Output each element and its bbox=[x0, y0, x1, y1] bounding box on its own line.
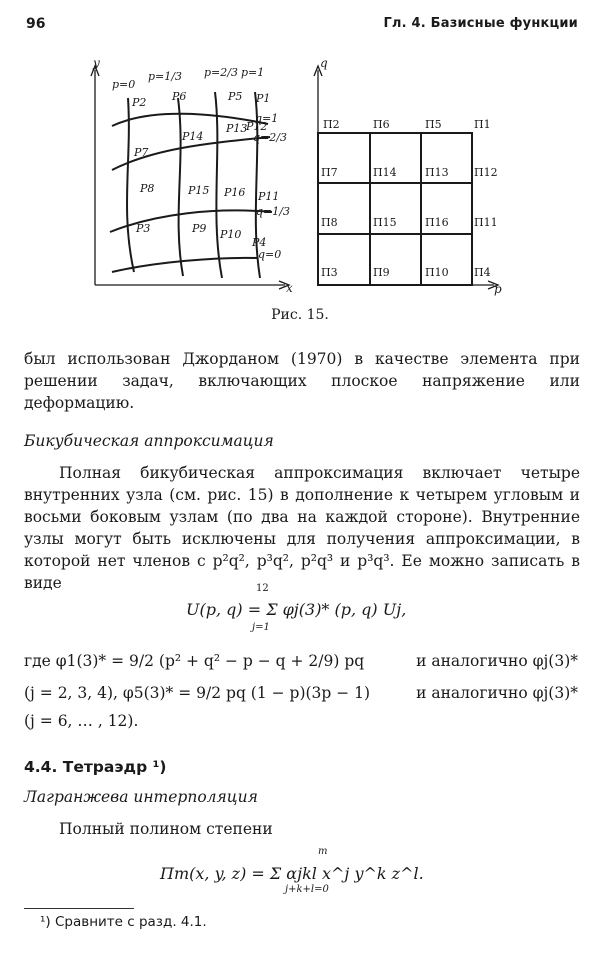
node-P12: P12 bbox=[246, 120, 268, 133]
node-Pi14: П14 bbox=[373, 166, 397, 179]
node-P3: P3 bbox=[136, 222, 151, 235]
node-Pi1: П1 bbox=[474, 118, 491, 131]
node-P13: P13 bbox=[226, 122, 248, 135]
paragraph-2: Полная бикубическая аппроксимация включает четыре внутренних узла (см. рис. 15) в дополнение к четырем угловым и восьми боковым узлам (по два на каждой стороне). Внутренние узлы могут быть исключены для получения аппроксимации, в которой нет членов с p²q², p³q², p²q³ и p³q³. Ее можно записать в виде bbox=[24, 464, 580, 592]
section-heading-4-4: 4.4. Тетраэдр ¹) bbox=[24, 758, 167, 776]
formula-1: U(p, q) = Σ φj(3)* (p, q) Uj, bbox=[186, 600, 407, 619]
right-axes bbox=[314, 66, 498, 289]
node-Pi7: П7 bbox=[321, 166, 338, 179]
paragraph-1: был использован Джорданом (1970) в качестве элемента при решении задач, включающих плоское напряжение или деформацию. bbox=[24, 350, 580, 412]
q-label-0: q=1 bbox=[255, 112, 279, 125]
node-P15: P15 bbox=[188, 184, 210, 197]
formula-2: Πm(x, y, z) = Σ αjkl x^j y^k z^l. bbox=[160, 864, 424, 883]
node-Pi12: П12 bbox=[474, 166, 498, 179]
axis-p-label: p bbox=[494, 282, 502, 296]
node-P4: P4 bbox=[252, 236, 267, 249]
node-Pi15: П15 bbox=[373, 216, 397, 229]
node-Pi5: П5 bbox=[425, 118, 442, 131]
para3-line1-analog: и аналогично φj(3)* bbox=[416, 652, 578, 670]
node-P14: P14 bbox=[182, 130, 204, 143]
footnote: ¹) Сравните с разд. 4.1. bbox=[40, 914, 207, 930]
formula-1-sum-upper: 12 bbox=[256, 583, 269, 594]
axis-y-label: y bbox=[93, 56, 100, 70]
node-P16: P16 bbox=[224, 186, 246, 199]
formula-2-sum-lower: j+k+l=0 bbox=[285, 884, 329, 895]
node-Pi3: П3 bbox=[321, 266, 338, 279]
node-P8: P8 bbox=[140, 182, 155, 195]
node-Pi10: П10 bbox=[425, 266, 449, 279]
formula-1-sum-lower: j=1 bbox=[252, 622, 270, 633]
p-curve-labels bbox=[112, 66, 264, 91]
paragraph-4: Полный полином степени bbox=[59, 820, 273, 838]
subsection-lagrange: Лагранжева интерполяция bbox=[24, 788, 258, 806]
q-label-1: q=2/3 bbox=[253, 131, 287, 144]
figure-15 bbox=[0, 0, 600, 300]
node-Pi8: П8 bbox=[321, 216, 338, 229]
node-P2: P2 bbox=[132, 96, 147, 109]
running-title: Гл. 4. Базисные функции bbox=[383, 16, 578, 31]
node-P10: P10 bbox=[220, 228, 242, 241]
node-Pi2: П2 bbox=[323, 118, 340, 131]
formula-2-sum-upper: m bbox=[318, 846, 328, 857]
node-P6: P6 bbox=[172, 90, 187, 103]
node-Pi9: П9 bbox=[373, 266, 390, 279]
q-label-3: q=0 bbox=[258, 248, 282, 261]
node-Pi16: П16 bbox=[425, 216, 449, 229]
p-label-0: p=0 bbox=[112, 78, 136, 91]
para3-line3: (j = 6, … , 12). bbox=[24, 712, 139, 730]
node-P11: P11 bbox=[258, 190, 280, 203]
para3-line1-formula: где φ1(3)* = 9/2 (p² + q² − p − q + 2/9) pq bbox=[24, 652, 365, 670]
para3-line2-formula: (j = 2, 3, 4), φ5(3)* = 9/2 pq (1 − p)(3p − 1) bbox=[24, 684, 371, 702]
node-P7: P7 bbox=[134, 146, 149, 159]
node-P1: P1 bbox=[256, 92, 271, 105]
page-number: 96 bbox=[26, 16, 46, 32]
node-Pi11: П11 bbox=[474, 216, 498, 229]
reference-grid bbox=[318, 133, 472, 285]
p-label-1: p=1/3 bbox=[148, 70, 182, 83]
node-Pi6: П6 bbox=[373, 118, 390, 131]
node-Pi13: П13 bbox=[425, 166, 449, 179]
p-label-2: p=2/3 bbox=[204, 66, 238, 79]
subsection-bicubic: Бикубическая аппроксимация bbox=[24, 432, 274, 450]
figure-caption: Рис. 15. bbox=[271, 307, 329, 323]
node-P9: P9 bbox=[192, 222, 207, 235]
q-label-2: q=1/3 bbox=[256, 205, 290, 218]
p-label-3: p=1 bbox=[241, 66, 265, 79]
axis-x-label: x bbox=[286, 281, 293, 295]
node-P5: P5 bbox=[228, 90, 243, 103]
axis-q-label: q bbox=[320, 56, 328, 70]
footnote-rule bbox=[24, 908, 134, 909]
node-Pi4: П4 bbox=[474, 266, 491, 279]
para3-line2-analog: и аналогично φj(3)* bbox=[416, 684, 578, 702]
